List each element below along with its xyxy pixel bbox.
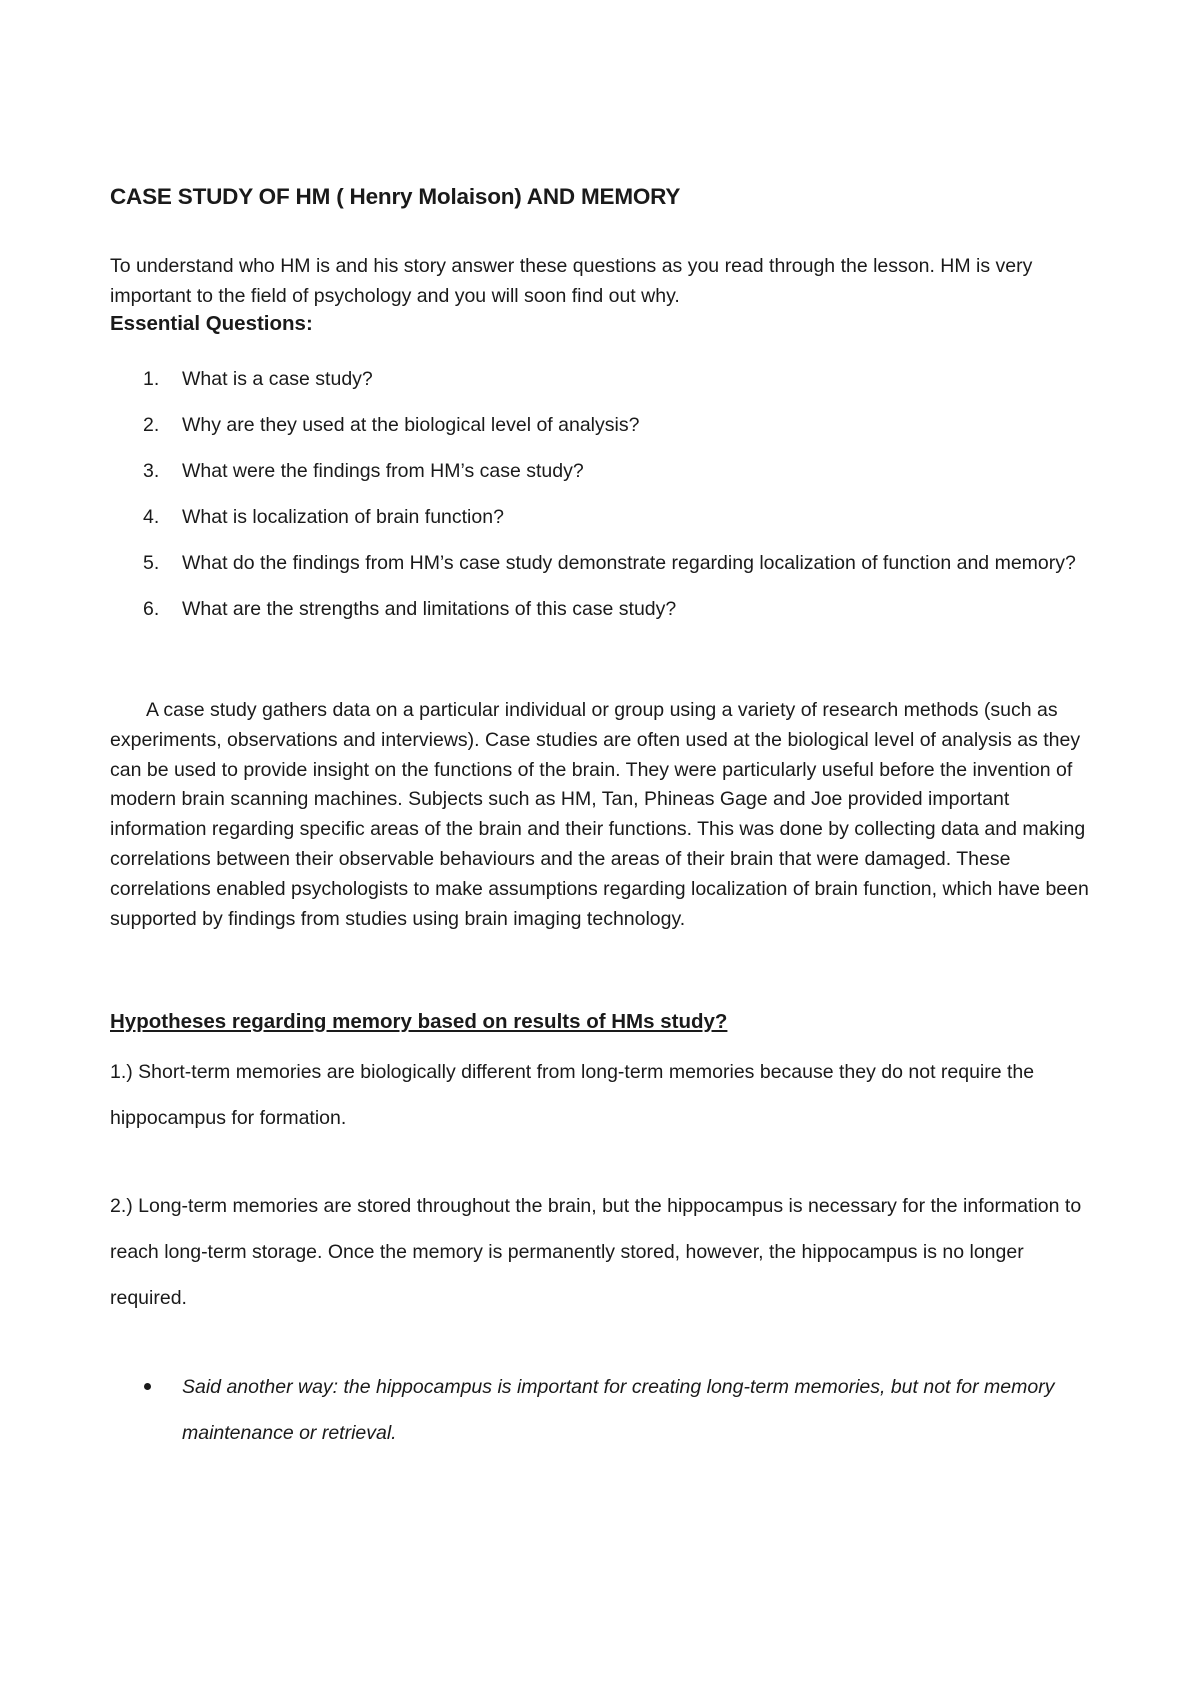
question-text: What are the strengths and limitations of this case study? [182,598,677,620]
case-study-paragraph: A case study gathers data on a particular individual or group using a variety of research methods (such as experiments, observations and interviews). Case studies are often used at the biological level of analysis as they can be used to provide insight on the functions of the brain. They were particularly useful before the invention of modern brain scanning machines. Subjects such as HM, Tan, Phineas Gage and Joe provided important information regarding specific areas of the brain and their functions. This was done by collecting data and making correlations between their observable behaviours and the areas of their brain that were damaged. These correlations enabled psychologists to make assumptions regarding localization of brain function, which have been supported by findings from studies using brain imaging technology. [110,699,1089,930]
hypothesis-2: 2.) Long-term memories are stored throughout the brain, but the hippocampus is necessary for the information to reach long-term storage. Once the memory is permanently stored, however, the hippocampus is no longer required. [110,1195,1082,1309]
bullet-item [110,1364,1100,1456]
question-text: What were the findings from HM’s case study? [182,460,584,482]
question-number: 2. [143,414,160,436]
question-item [110,356,1100,402]
question-number: 6. [143,598,160,620]
question-text: Why are they used at the biological level of analysis? [182,414,640,436]
essential-questions-list [110,356,1100,632]
document-title: CASE STUDY OF HM ( Henry Molaison) AND MEMORY [110,184,681,209]
question-text: What is localization of brain function? [182,506,504,528]
essential-questions-heading: Essential Questions: [110,312,313,335]
question-number: 5. [143,552,160,574]
question-text: What do the findings from HM’s case study demonstrate regarding localization of function and memory? [182,552,1076,574]
hypotheses-heading: Hypotheses regarding memory based on results of HMs study? [110,1010,728,1033]
bullet-icon [144,1383,151,1390]
question-item [110,540,1100,586]
question-number: 3. [143,460,160,482]
bullet-text: Said another way: the hippocampus is important for creating long-term memories, but not for memory maintenance or retrieval. [182,1376,1055,1444]
intro-paragraph: To understand who HM is and his story answer these questions as you read through the lesson. HM is very important to the field of psychology and you will soon find out why. [110,255,1033,307]
question-number: 4. [143,506,160,528]
question-item [110,586,1100,632]
question-item [110,402,1100,448]
question-item [110,494,1100,540]
question-item [110,448,1100,494]
question-number: 1. [143,368,160,390]
question-text: What is a case study? [182,368,373,390]
hypothesis-1: 1.) Short-term memories are biologically different from long-term memories because they do not require the hippocampus for formation. [110,1061,1035,1129]
